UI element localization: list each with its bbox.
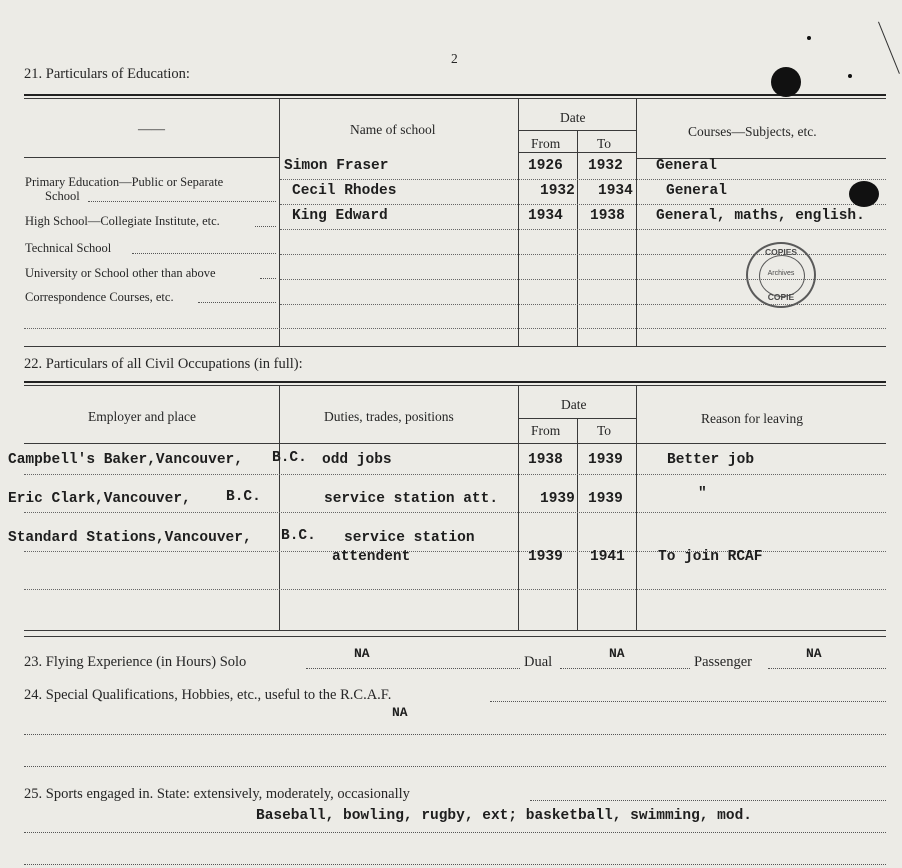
label-primary: Primary Education—Public or Separate (25, 175, 224, 189)
flying-dual-label: Dual (524, 654, 553, 670)
section-21-title: 21. Particulars of Education: (24, 66, 190, 82)
edu-to-1: 1932 (588, 158, 623, 174)
occ-duties-2: service station att. (324, 491, 499, 507)
occ-duties-3b: attendent (332, 549, 411, 565)
edu-school-2: Cecil Rhodes (292, 183, 397, 199)
occ-employer-1: Campbell's Baker,Vancouver, (8, 452, 243, 468)
occ-bc-1: B.C. (272, 450, 307, 466)
header-date: Date (560, 110, 586, 125)
edu-from-2: 1932 (540, 183, 575, 199)
header-blank: —— (138, 121, 165, 136)
section-24-title: 24. Special Qualifications, Hobbies, etc., useful to the R.C.A.F. (24, 687, 392, 703)
header-from-22: From (531, 423, 561, 438)
occ-reason-1: Better job (667, 452, 755, 468)
occ-bc-2: B.C. (226, 489, 261, 505)
edu-to-2: 1934 (598, 183, 633, 199)
occ-reason-3: To join RCAF (658, 549, 763, 565)
edu-from-3: 1934 (528, 208, 563, 224)
occ-duties-3: service station (344, 530, 475, 546)
header-courses: Courses—Subjects, etc. (688, 124, 817, 139)
header-to-22: To (597, 423, 612, 438)
edu-school-3: King Edward (292, 208, 388, 224)
section-23-title: 23. Flying Experience (in Hours) Solo (24, 654, 247, 670)
label-university: University or School other than above (25, 266, 216, 280)
label-technical: Technical School (25, 241, 112, 255)
occ-employer-3: Standard Stations,Vancouver, (8, 530, 252, 546)
sports-value: Baseball, bowling, rugby, ext; basketball, swimming, mod. (256, 808, 752, 824)
occ-duties-1: odd jobs (322, 452, 392, 468)
header-name-of-school: Name of school (350, 122, 436, 137)
header-to: To (597, 136, 612, 151)
occ-from-1: 1938 (528, 452, 563, 468)
flying-passenger-label: Passenger (694, 654, 752, 670)
header-employer: Employer and place (88, 409, 196, 424)
edu-courses-2: General (666, 183, 727, 199)
occ-to-3: 1941 (590, 549, 625, 565)
label-correspondence: Correspondence Courses, etc. (25, 290, 174, 304)
edu-courses-3: General, maths, english. (656, 208, 865, 224)
ink-blot (771, 67, 801, 97)
ink-speck (807, 36, 811, 40)
edu-from-1: 1926 (528, 158, 563, 174)
pen-mark (878, 22, 900, 74)
special-qualifications-value: NA (392, 705, 408, 720)
label-high-school: High School—Collegiate Institute, etc. (25, 214, 220, 228)
ink-blot (849, 181, 879, 207)
page-number: 2 (451, 51, 458, 66)
flying-dual-value: NA (609, 646, 625, 661)
archives-copies-stamp (746, 242, 816, 308)
occ-bc-3: B.C. (281, 528, 316, 544)
occ-to-1: 1939 (588, 452, 623, 468)
header-date-22: Date (561, 397, 587, 412)
occ-employer-2: Eric Clark,Vancouver, (8, 491, 191, 507)
stamp-top-text: COPIES (764, 247, 798, 257)
occ-from-2: 1939 (540, 491, 575, 507)
edu-school-1: Simon Fraser (284, 158, 389, 174)
label-primary-school: School (45, 189, 80, 203)
section-25-title: 25. Sports engaged in. State: extensively, moderately, occasionally (24, 786, 410, 802)
header-from: From (531, 136, 561, 151)
header-reason: Reason for leaving (701, 411, 803, 426)
flying-solo-value: NA (354, 646, 370, 661)
occ-reason-2: " (698, 486, 707, 502)
ink-speck (848, 74, 852, 78)
stamp-bottom-text: COPIE (767, 292, 795, 302)
flying-passenger-value: NA (806, 646, 822, 661)
occ-from-3: 1939 (528, 549, 563, 565)
occ-to-2: 1939 (588, 491, 623, 507)
section-22-title: 22. Particulars of all Civil Occupations (in full): (24, 356, 303, 372)
edu-to-3: 1938 (590, 208, 625, 224)
edu-courses-1: General (656, 158, 717, 174)
header-duties: Duties, trades, positions (324, 409, 454, 424)
stamp-middle-text: Archives (767, 270, 795, 277)
